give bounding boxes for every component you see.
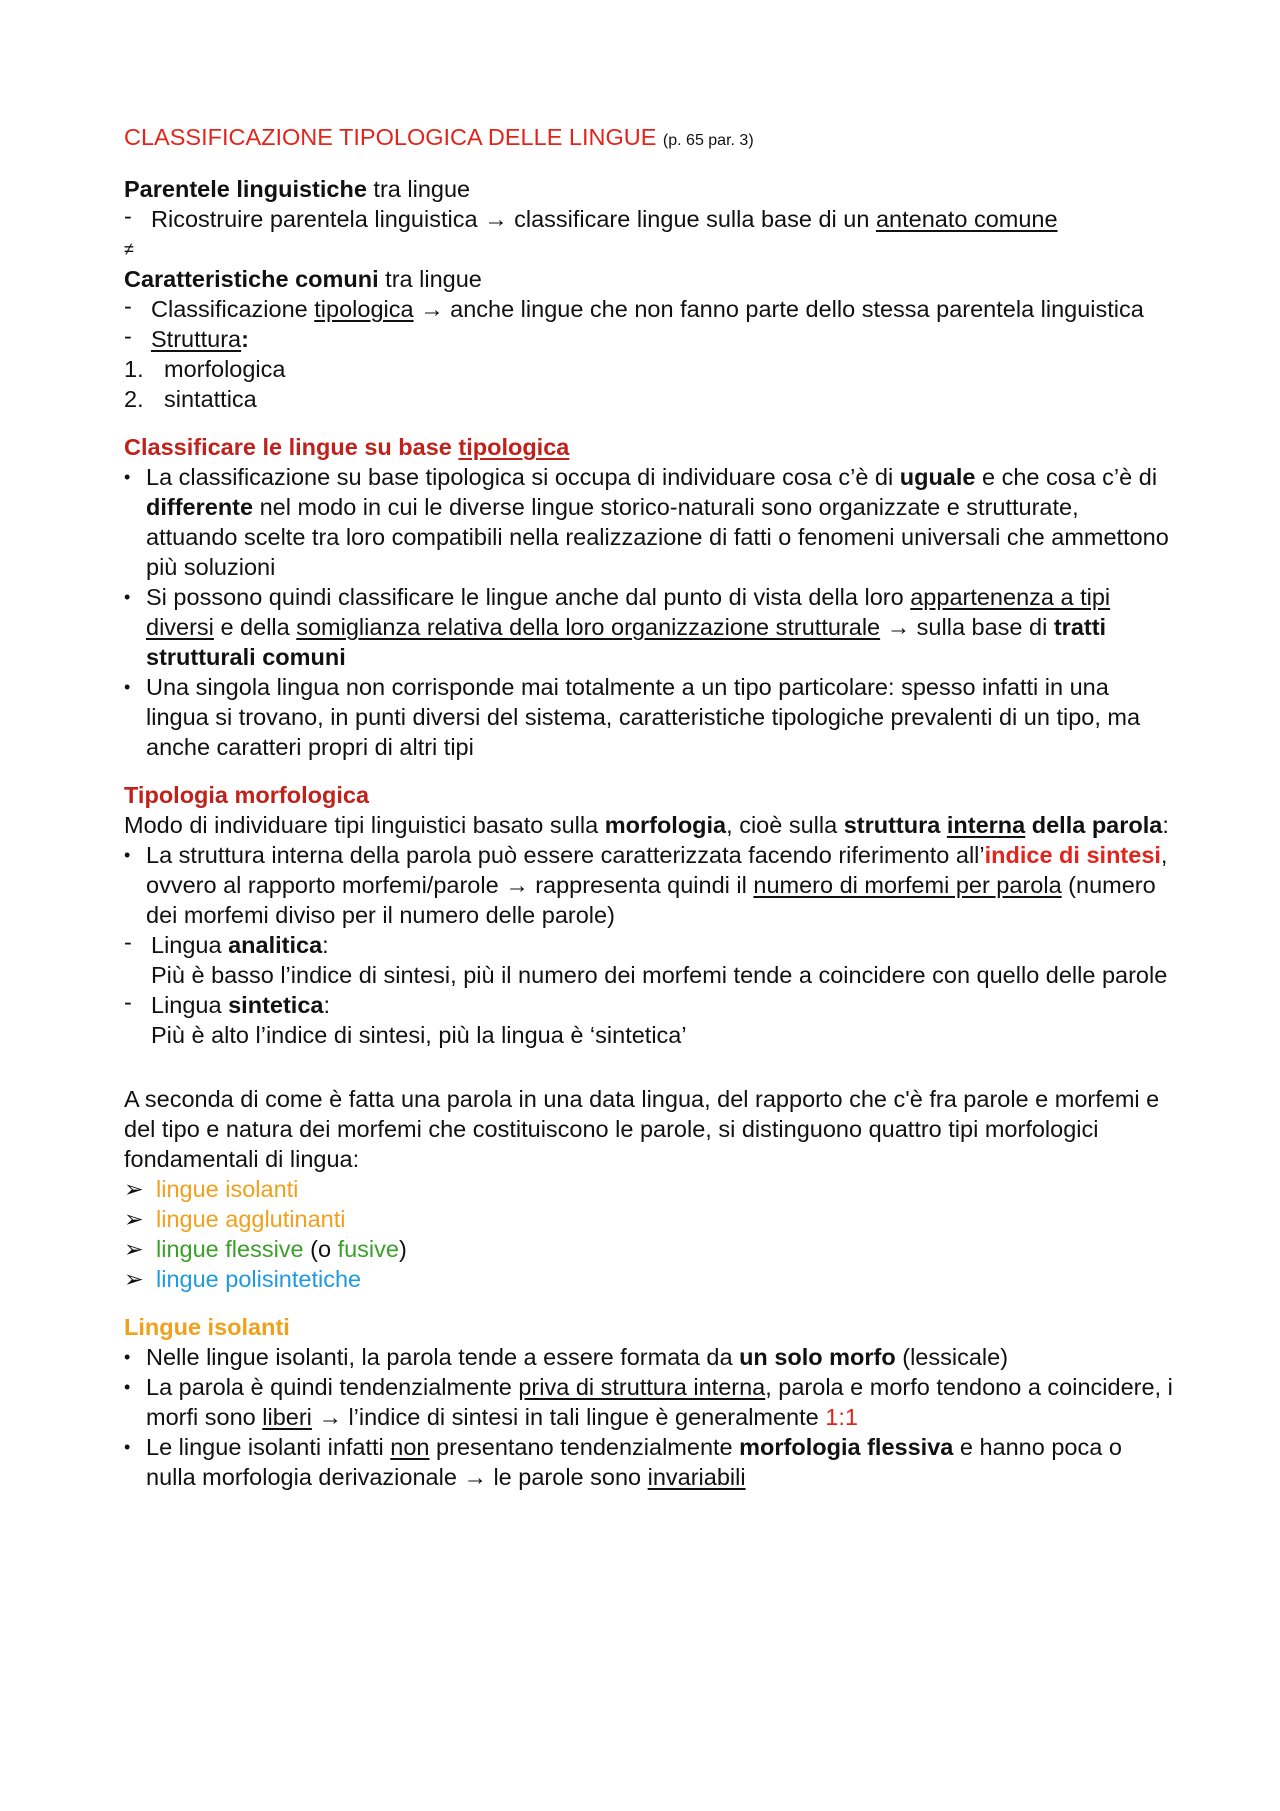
title-ref: (p. 65 par. 3) <box>662 132 754 149</box>
analitica-item: - Lingua analitica: <box>124 929 329 958</box>
title-main: CLASSIFICAZIONE TIPOLOGICA DELLE LINGUE <box>124 124 657 150</box>
neq-symbol: ≠ <box>124 239 134 259</box>
sintetica-item: - Lingua sintetica: <box>124 989 330 1018</box>
parentele-item: - Ricostruire parentela linguistica → classificare lingue sulla base di un antenato comune <box>124 203 1058 232</box>
parentele-heading: Parentele linguistiche tra lingue <box>124 176 471 202</box>
document-page <box>124 122 1174 1492</box>
list-item: 1. morfologica <box>124 356 286 382</box>
sintetica-desc: Più è alto l’indice di sintesi, più la lingua è ‘sintetica’ <box>151 1022 687 1048</box>
bullet-item: • Nelle lingue isolanti, la parola tende a essere formata da un solo morfo (lessicale) <box>124 1344 1009 1370</box>
tipi-item-isolanti: ➢ lingue isolanti <box>124 1176 299 1202</box>
section-heading-morfologica: Tipologia morfologica <box>124 782 370 808</box>
section-heading-base-tipologica: Classificare le lingue su base tipologica <box>124 434 570 460</box>
caratteristiche-item-1: - Classificazione tipologica → anche lingue che non fanno parte dello stessa parentela linguistica <box>124 293 1144 322</box>
bullet-item: • La struttura interna della parola può essere caratterizzata facendo riferimento all’indice di sintesi, ovvero al rapporto morfemi/parole → rappresenta quindi il numero di morfemi per parola (numero dei morfemi diviso per il numero delle parole) <box>124 842 1168 928</box>
tipi-item-flessive: ➢ lingue flessive (o fusive) <box>124 1236 407 1262</box>
caratteristiche-item-2: - Struttura: <box>124 323 249 352</box>
caratteristiche-heading: Caratteristiche comuni tra lingue <box>124 266 482 292</box>
bullet-item: • Si possono quindi classificare le lingue anche dal punto di vista della loro appartenenza a tipi diversi e della somiglianza relativa della loro organizzazione strutturale → sulla base di tratti strutturali comuni <box>124 584 1111 670</box>
section-heading-isolanti: Lingue isolanti <box>124 1314 290 1340</box>
document-title <box>124 122 1174 156</box>
bullet-item: • Le lingue isolanti infatti non presentano tendenzialmente morfologia flessiva e hanno poca o nulla morfologia derivazionale → le parole sono invariabili <box>124 1434 1122 1490</box>
analitica-desc: Più è basso l’indice di sintesi, più il numero dei morfemi tende a coincidere con quello delle parole <box>151 962 1168 988</box>
morfologica-intro: Modo di individuare tipi linguistici basato sulla morfologia, cioè sulla struttura interna della parola: <box>124 812 1169 838</box>
bullet-item: • La parola è quindi tendenzialmente priva di struttura interna, parola e morfo tendono a coincidere, i morfi sono liberi → l’indice di sintesi in tali lingue è generalmente 1:1 <box>124 1374 1173 1430</box>
bullet-item: • La classificazione su base tipologica si occupa di individuare cosa c’è di uguale e che cosa c’è di differente nel modo in cui le diverse lingue storico-naturali sono organizzate e strutturate, attuando scelte tra loro compatibili nella realizzazione di fatti o fenomeni universali che ammettono più soluzioni <box>124 464 1169 580</box>
tipi-item-polisintetiche: ➢ lingue polisintetiche <box>124 1266 362 1292</box>
tipi-item-agglutinanti: ➢ lingue agglutinanti <box>124 1206 346 1232</box>
bullet-item: • Una singola lingua non corrisponde mai totalmente a un tipo particolare: spesso infatti in una lingua si trovano, in punti diversi del sistema, caratteristiche tipologiche prevalenti di un tipo, ma anche caratteri propri di altri tipi <box>124 674 1141 760</box>
tipi-intro: A seconda di come è fatta una parola in una data lingua, del rapporto che c'è fra parole e morfemi e del tipo e natura dei morfemi che costituiscono le parole, si distinguono quattro tipi morfologici fondamentali di lingua: <box>124 1086 1160 1172</box>
list-item: 2. sintattica <box>124 386 257 412</box>
